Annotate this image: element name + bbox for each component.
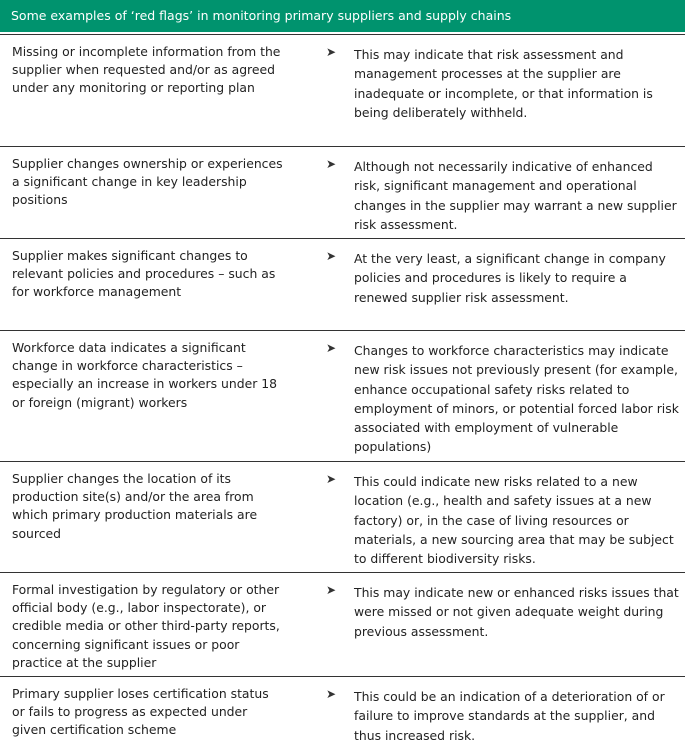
table-title: Some examples of ‘red flags’ in monitoring primary suppliers and supply chains [11, 8, 512, 23]
indication-text: Changes to workforce characteristics may indicate new risk issues not previously present (for example, enhance occupational safety risks related to employment of minors, or potential forced labor risk associated with employment of vulnerable populations) [354, 343, 679, 455]
table-row [0, 330, 685, 461]
table-row [0, 461, 685, 572]
table-row [0, 238, 685, 330]
red-flag-text: Supplier makes significant changes to relevant policies and procedures – such as for workforce management [12, 248, 276, 300]
red-flag-text: Formal investigation by regulatory or other official body (e.g., labor inspectorate), or credible media or other third-party reports, concerning significant issues or poor practice at the supplier [12, 582, 280, 670]
indication-text: This could indicate new risks related to a new location (e.g., health and safety issues at a new factory) or, in the case of living resources or materials, a new sourcing area that may be subject to different biodiversity risks. [354, 474, 674, 567]
arrow-bullet-icon: ➤ [326, 472, 337, 486]
arrow-bullet-icon: ➤ [326, 45, 337, 59]
arrow-bullet-icon: ➤ [326, 583, 337, 597]
table-header [0, 0, 685, 32]
red-flag-text: Primary supplier loses certification status or fails to progress as expected under given certification scheme [12, 686, 269, 738]
indication-text: Although not necessarily indicative of enhanced risk, significant management and operational changes in the supplier may warrant a new supplier risk assessment. [354, 159, 677, 232]
red-flag-text: Missing or incomplete information from the supplier when requested and/or as agreed under any monitoring or reporting plan [12, 44, 281, 96]
red-flag-text: Supplier changes the location of its production site(s) and/or the area from which primary production materials are sourced [12, 471, 258, 541]
arrow-bullet-icon: ➤ [326, 249, 337, 263]
arrow-bullet-icon: ➤ [326, 687, 337, 701]
indication-text: At the very least, a significant change in company policies and procedures is likely to require a renewed supplier risk assessment. [354, 251, 666, 305]
table-row [0, 572, 685, 676]
arrow-bullet-icon: ➤ [326, 341, 337, 355]
indication-text: This may indicate new or enhanced risks issues that were missed or not given adequate weight during previous assessment. [354, 585, 679, 639]
red-flag-text: Supplier changes ownership or experiences a significant change in key leadership positions [12, 156, 283, 208]
indication-text: This may indicate that risk assessment and management processes at the supplier are inadequate or incomplete, or that information is being deliberately withheld. [354, 47, 653, 120]
red-flag-text: Workforce data indicates a significant change in workforce characteristics – especially an increase in workers under 18 or foreign (migrant) workers [12, 340, 278, 410]
arrow-bullet-icon: ➤ [326, 157, 337, 171]
table-row [0, 34, 685, 146]
table-row [0, 676, 685, 748]
indication-text: This could be an indication of a deterioration of or failure to improve standards at the supplier, and thus increased risk. [354, 689, 665, 743]
table-row [0, 146, 685, 238]
